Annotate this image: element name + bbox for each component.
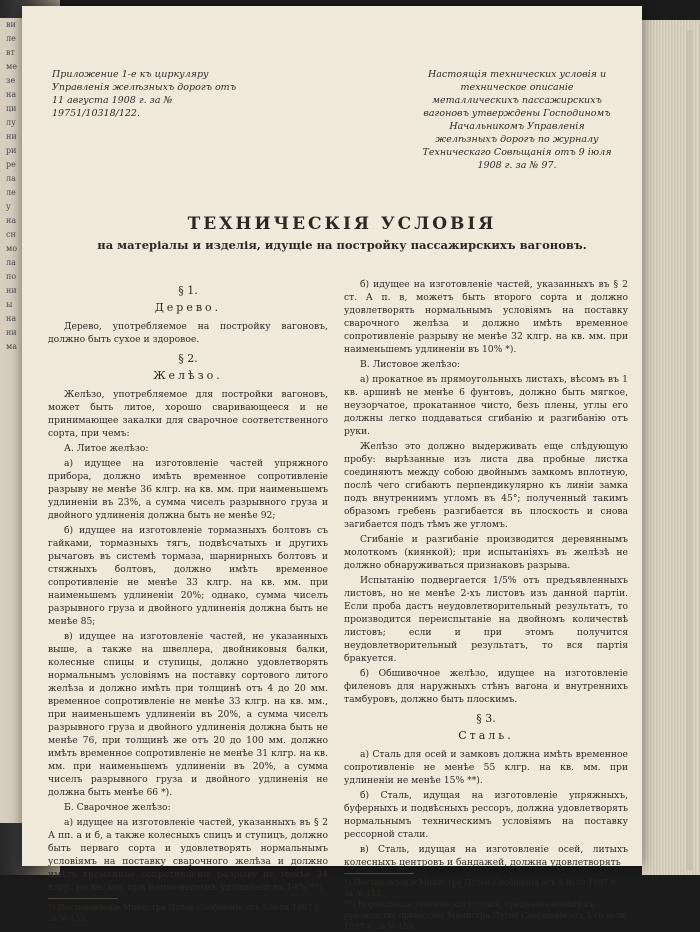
footnote-left: *) Постановленіе Министра Путей Сообщенія отъ 5 іюля 1897 г. за № 153.	[48, 903, 322, 923]
previous-page-line: ни	[6, 328, 17, 337]
previous-page-line: ви	[6, 20, 16, 29]
subsection-v-heading: В. Листовое желѣзо:	[360, 359, 461, 370]
right-para-9: в) Сталь, идущая на изготовленіе осей, литыхъ колесныхъ центровъ и бандажей, должна удовлетворять	[344, 844, 628, 868]
right-para-4: Сгибаніе и разгибаніе производится деревяннымъ молоткомъ (киянкой); при испытаніяхъ въ желѣзѣ не должно обнаруживаться признаковъ разрыва.	[344, 534, 628, 571]
left-column	[48, 278, 328, 924]
header-left-note: Приложение 1-е къ циркуляру Управленія желѣзныхъ дорогъ отъ 11 августа 1908 г. за № 19751/10318/122.	[52, 69, 237, 119]
previous-page-line: по	[6, 272, 17, 281]
right-para-1: б) идущее на изготовленіе частей, указанныхъ въ § 2 ст. А п. в, можетъ быть второго сорта и должно удовлетворять нормальнымъ условіямъ на поставку сварочного желѣза и должно имѣть временное сопротивленіе разрыву не менѣе 32 клгр. на кв. мм. при наименьшемъ удлиненіи въ 10% *).	[344, 279, 628, 355]
right-para-7: а) Сталь для осей и замковъ должна имѣть временное сопротивленіе не менѣе 55 клгр. на кв. мм. при удлиненіи не менѣе 15% **).	[344, 749, 628, 786]
header-right-note: Настоящія технических условія и техническое описаніе металлическихъ пассажирскихъ вагоновъ утверждены Господиномъ Начальникомъ Управленія желѣзныхъ дорогъ по журналу Техническаго Совѣщанія отъ 9 іюля 1908 г. за № 97.	[422, 69, 612, 171]
clause-a-text: а) идущее на изготовленіе частей упряжного прибора, должно имѣть временное сопротивленіе разрыву не менѣе 36 клгр. на кв. мм. при наименьшемъ удлиненіи въ 23%, а сумма чиселъ разрывного груза и двойного удлиненія должна быть не менѣе 92;	[48, 458, 328, 521]
subsection-b-heading: Б. Сварочное желѣзо:	[64, 802, 171, 813]
previous-page-line: ла	[6, 174, 16, 183]
footnote-rule-right	[344, 873, 414, 874]
previous-page-line: вт	[6, 48, 15, 57]
right-para-2: а) прокатное въ прямоугольныхъ листахъ, вѣсомъ въ 1 кв. аршинѣ не менѣе 6 фунтовъ, должно быть мягкое, неузорчатое, прокатанное чисто, безъ плены, углы его должны легко поддаваться сгибанію и разгибанію отъ руки.	[344, 374, 628, 437]
previous-page-line: ни	[6, 286, 17, 295]
section-1-title: Дерево.	[154, 301, 222, 314]
section-3-title: Сталь.	[458, 729, 514, 742]
previous-page-line: на	[6, 314, 17, 323]
document-subtitle: на матеріалы и изделія, идущіе на постройку пассажирскихъ вагоновъ.	[97, 238, 587, 252]
right-column	[344, 278, 628, 932]
previous-page-line: на	[6, 216, 17, 225]
document-title: ТЕХНИЧЕСКІЯ УСЛОВІЯ	[187, 214, 497, 234]
section-2-number: § 2.	[178, 352, 198, 365]
right-para-6: б) Обшивочное желѣзо, идущее на изготовленіе филеновъ для наружныхъ стѣнъ вагона и внутреннихъ тамбуровъ, должно быть плоскимъ.	[344, 668, 628, 705]
previous-page-line: мо	[6, 244, 18, 253]
document-page	[22, 6, 642, 931]
footnote-right-1: *) Постановленіе Министра Путей Сообщенія отъ 5 іюля 1897 г. за № 153.	[344, 878, 618, 898]
footnote-rule	[48, 898, 118, 899]
previous-page-line: сн	[6, 230, 16, 239]
previous-page-line: лу	[6, 118, 16, 127]
previous-page-line: ле	[6, 188, 16, 197]
previous-page-line: ма	[6, 342, 17, 351]
previous-page-line: у	[6, 202, 11, 211]
previous-page-line: ци	[6, 104, 17, 113]
previous-page-line: на	[6, 90, 17, 99]
section-1-text: Дерево, употребляемое на постройку вагоновъ, должно быть сухое и здоровое.	[48, 321, 328, 345]
clause-v-text: в) идущее на изготовленіе частей, не указанныхъ выше, а также на швеллера, двойниковыя балки, колесные спицы и ступицы, должно удовлетворять нормальнымъ условіямъ на поставку сортового литого желѣза и должно имѣть при толщинѣ отъ 4 до 20 мм. временное сопротивленіе не менѣе 33 клгр. на кв. мм., при наименьшемъ удлиненіи въ 20%, а сумма чиселъ разрывного груза и двойного удлиненія должна быть не менѣе 76, при толщинѣ же отъ 20 до 100 мм. должно имѣть временное сопротивленіе не менѣе 31 клгр. на кв. мм. при наименьшемъ удлиненіи въ 20%, а сумма чиселъ разрывного груза и двойного удлиненія не должна быть менѣе 66 *).	[48, 631, 328, 798]
previous-page-line: ри	[6, 146, 17, 155]
previous-page-line: ни	[6, 132, 17, 141]
right-para-8: б) Сталь, идущая на изготовленіе упряжныхъ, буферныхъ и подвѣсныхъ рессоръ, должна удовлетворять нормальнымъ техническимъ условіямъ на поставку рессорной стали.	[344, 790, 628, 840]
footnote-right-2: **) Нормальныя техническія условія, предназначенныя къ руководству приказомъ Министра Путей Сообщенія отъ 5-го іюля 1897 г. за № 153.	[344, 900, 626, 931]
section-2-title: Желѣзо.	[153, 369, 223, 382]
previous-page-line: ре	[6, 160, 16, 169]
subsection-a-heading: А. Литое желѣзо:	[64, 443, 149, 454]
previous-page-line: зе	[6, 76, 16, 85]
section-2-intro: Желѣзо, употребляемое для постройки вагоновъ, может быть литое, хорошо сваривающееся и не принимающее закалки для сварочное соответственного сорта, при чемъ:	[48, 389, 328, 439]
clause-b2-text: а) идущее на изготовленіе частей, указанныхъ въ § 2 А пп. а и б, а также колесныхъ спицъ и ступицъ, должно быть перваго сорта и удовлетворять нормальнымъ условіямъ на поставку сварочного желѣза и должно имѣть временное сопротивленіе разрыву не менѣе 34 клгр. на кв. мм. при наименьшемъ удлиненіи въ 14% **).	[48, 817, 328, 893]
right-para-5: Испытанію подвергается 1/5% отъ предъявленныхъ листовъ, но не менѣе 2-хъ листовъ изъ данной партіи. Если проба дастъ неудовлетворительный результатъ, то производится переиспытаніе на двойномъ количествѣ листовъ; если и при этомъ получится неудовлетворительный результатъ, то вся партія бракуется.	[344, 575, 628, 664]
clause-b-text: б) идущее на изготовленіе тормазныхъ болтовъ съ гайками, тормазныхъ тягъ, подвѣсчатыхъ и другихъ рычаговъ въ системѣ тормаза, шарнирныхъ болтовъ и стяжныхъ болтовъ, должно имѣть временное сопротивленіе не менѣе 33 клгр. на кв. мм. при наименьшемъ удлиненіи 20%; однако, сумма чиселъ разрывного груза и двойного удлиненія должна быть не менѣе 85;	[48, 525, 328, 627]
previous-page-line: ла	[6, 258, 16, 267]
section-3-number: § 3.	[476, 712, 496, 725]
section-1-number: § 1.	[178, 284, 198, 297]
previous-page-line: ме	[6, 62, 17, 71]
previous-page-line: ы	[6, 300, 13, 309]
previous-page-line: ле	[6, 34, 16, 43]
page-edge-strip	[686, 30, 692, 870]
right-para-3: Желѣзо это должно выдерживать еще слѣдующую пробу: вырѣзанные изъ листа два пробные листка соединяютъ между собою двойнымъ замкомъ вплотную, послѣ чего сгибаютъ перпендикулярно къ линіи замка подъ внутреннимъ угломъ въ 45°; полученный такимъ образомъ гребень разгибается въ плоскость и снова загибается подъ тѣмъ же угломъ.	[344, 441, 628, 530]
